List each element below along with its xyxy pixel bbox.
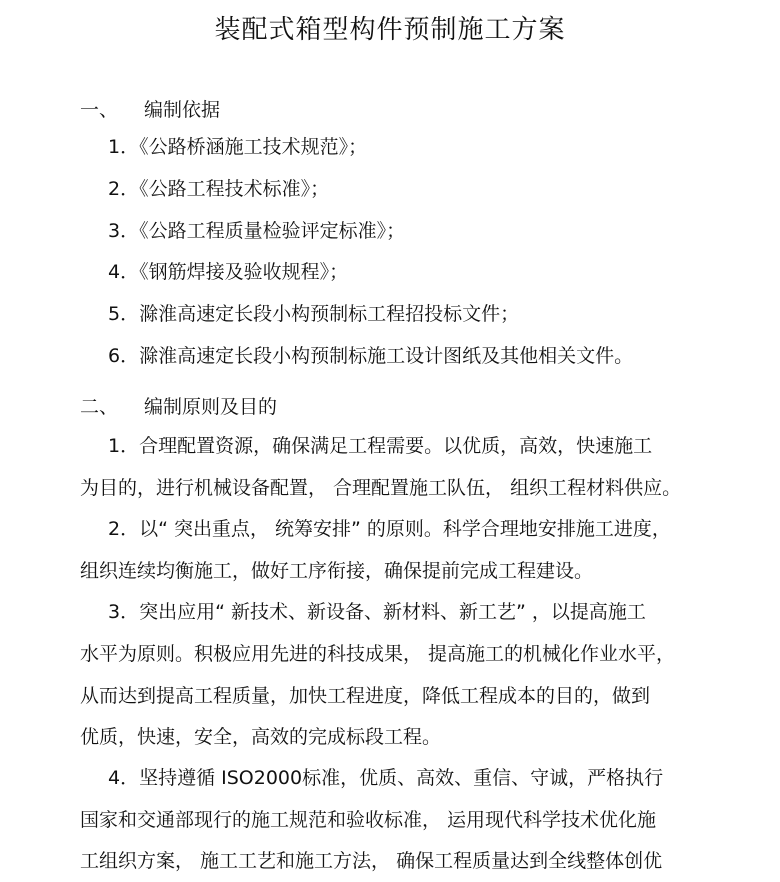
document-title: 装配式箱型构件预制施工方案	[214, 15, 566, 45]
section-title: 编制原则及目的	[144, 396, 278, 418]
paragraph-line: 1．合理配置资源，确保满足工程需要。以优质，高效，快速施工	[108, 435, 653, 457]
paragraph-line: 4．坚持遵循 ISO2000标准，优质、高效、重信、守诚，严格执行	[108, 767, 664, 789]
paragraph-line: 2．以“ 突出重点， 统筹安排” 的原则。科学合理地安排施工进度，	[108, 518, 671, 540]
list-item: 6．滁淮高速定长段小构预制标施工设计图纸及其他相关文件。	[108, 345, 634, 367]
section-title: 编制依据	[144, 99, 221, 121]
list-item: 5．滁淮高速定长段小构预制标工程招投标文件；	[108, 303, 520, 325]
list-item: 2．《公路工程技术标准》；	[108, 178, 330, 200]
list-item: 4．《钢筋焊接及验收规程》；	[108, 261, 349, 283]
paragraph-line: 为目的，进行机械设备配置， 合理配置施工队伍， 组织工程材料供应。	[80, 477, 682, 499]
paragraph-line: 水平为原则。积极应用先进的科技成果， 提高施工的机械化作业水平，	[80, 643, 676, 665]
paragraph-line: 优质，快速，安全，高效的完成标段工程。	[80, 726, 442, 748]
section-heading	[80, 96, 220, 124]
paragraph-line: 组织连续均衡施工，做好工序衔接，确保提前完成工程建设。	[80, 560, 594, 582]
section-heading	[80, 393, 277, 421]
list-item: 3．《公路工程质量检验评定标准》；	[108, 220, 406, 242]
paragraph-line: 工组织方案， 施工工艺和施工方法， 确保工程质量达到全线整体创优	[80, 850, 663, 872]
section-number: 二、	[80, 396, 119, 418]
paragraph-line: 国家和交通部现行的施工规范和验收标准， 运用现代科学技术优化施	[80, 809, 657, 831]
section-number: 一、	[80, 99, 119, 121]
paragraph-line: 从而达到提高工程质量，加快工程进度，降低工程成本的目的，做到	[80, 685, 651, 707]
list-item: 1．《公路桥涵施工技术规范》；	[108, 136, 368, 158]
paragraph-line: 3．突出应用“ 新技术、新设备、新材料、新工艺” ，以提高施工	[108, 601, 646, 623]
